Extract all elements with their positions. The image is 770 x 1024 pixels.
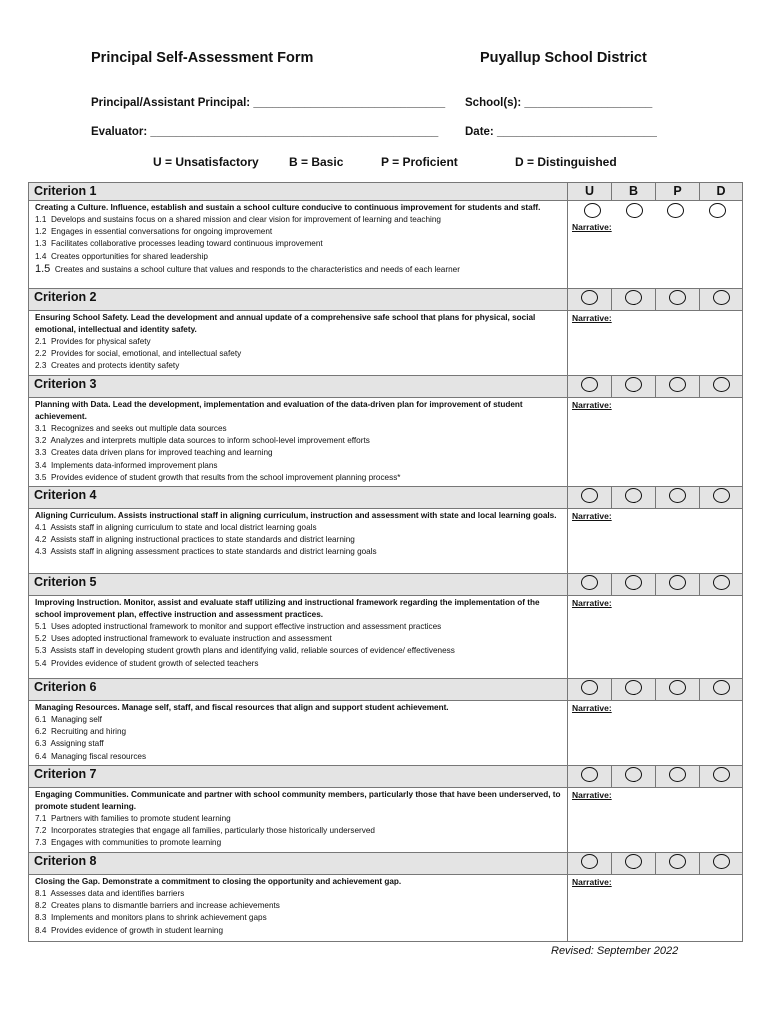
- narrative-label: Narrative:: [572, 790, 612, 800]
- rating-p-circle[interactable]: [669, 767, 686, 782]
- criterion-item: [35, 214, 563, 226]
- item-number: 3.3: [35, 448, 47, 458]
- criterion-description: [29, 788, 568, 853]
- criterion-item: [35, 336, 563, 348]
- narrative-field[interactable]: [568, 201, 743, 289]
- rating-d-circle[interactable]: [713, 290, 730, 305]
- criterion-body-row: [29, 398, 743, 487]
- rating-u-circle[interactable]: [584, 203, 601, 218]
- rating-u-circle[interactable]: [581, 767, 598, 782]
- item-number: 1.2: [35, 227, 47, 237]
- criterion-title: Criterion 1: [29, 183, 568, 201]
- item-text: Creates and sustains a school culture that values and responds to the characteristics and needs of each learner: [54, 264, 460, 274]
- item-number: 3.4: [35, 460, 47, 470]
- criterion-item: [35, 460, 563, 472]
- legend-unsatisfactory: U = Unsatisfactory: [153, 155, 259, 169]
- item-text: Assists staff in developing student growth plans and identifying valid, reliable sources of evidence/ effectiveness: [50, 646, 455, 656]
- rating-b-circle[interactable]: [625, 767, 642, 782]
- rating-circles-row: [572, 202, 738, 218]
- criterion-item: [35, 423, 563, 435]
- criterion-item: [35, 238, 563, 250]
- rating-b-circle[interactable]: [625, 488, 642, 503]
- item-number: 6.2: [35, 727, 47, 737]
- criteria-table: [28, 182, 743, 942]
- item-text: Recognizes and seeks out multiple data sources: [50, 424, 227, 433]
- criterion-item: [35, 888, 563, 900]
- rating-b-circle[interactable]: [625, 377, 642, 392]
- criterion-lead: Managing Resources. Manage self, staff, and fiscal resources that align and support student achievement.: [35, 703, 449, 712]
- rating-p-circle[interactable]: [669, 680, 686, 695]
- criterion-description: [29, 701, 568, 766]
- narrative-field[interactable]: [568, 509, 743, 574]
- item-number: 6.3: [35, 739, 47, 749]
- item-number: 8.3: [35, 913, 47, 923]
- criterion-header-row: [29, 853, 743, 875]
- item-number: 8.2: [35, 901, 47, 911]
- criterion-header-row: [29, 376, 743, 398]
- criterion-description: [29, 201, 568, 289]
- criterion-body-row: [29, 596, 743, 679]
- rating-b-circle[interactable]: [625, 680, 642, 695]
- criterion-lead: Ensuring School Safety. Lead the development and annual update of a comprehensive safe school that plans for physical, social emotional, intellectual and identity safety.: [35, 313, 536, 334]
- item-text: Assists staff in aligning assessment practices to state standards and district learning goals: [50, 547, 377, 557]
- criterion-item: [35, 263, 563, 276]
- rating-p-circle[interactable]: [669, 854, 686, 869]
- narrative-label: Narrative:: [572, 313, 612, 323]
- rating-d-circle[interactable]: [713, 854, 730, 869]
- item-text: Facilitates collaborative processes leading toward continuous improvement: [50, 239, 323, 249]
- item-number: 5.1: [35, 622, 47, 631]
- narrative-field[interactable]: [568, 596, 743, 679]
- narrative-field[interactable]: [568, 701, 743, 766]
- criterion-description: [29, 875, 568, 942]
- revised-date: Revised: September 2022: [551, 945, 679, 957]
- item-number: 6.1: [35, 715, 47, 724]
- rating-u-circle[interactable]: [581, 854, 598, 869]
- item-text: Implements data-informed improvement plans: [50, 460, 218, 470]
- rating-d-circle[interactable]: [713, 488, 730, 503]
- item-text: Provides evidence of student growth of selected teachers: [50, 658, 259, 668]
- item-number: 4.2: [35, 535, 47, 545]
- narrative-label: Narrative:: [572, 511, 612, 521]
- item-number: 8.4: [35, 925, 47, 935]
- item-number: 4.3: [35, 547, 47, 557]
- item-text: Engages with communities to promote learning: [50, 838, 222, 848]
- criterion-title: Criterion 7: [29, 766, 568, 788]
- criterion-item: [35, 348, 563, 360]
- criterion-body-row: [29, 875, 743, 942]
- criterion-item: [35, 645, 563, 657]
- criterion-item: [35, 900, 563, 912]
- item-text: Incorporates strategies that engage all families, particularly those historically underserved: [50, 826, 375, 836]
- item-text: Creates data driven plans for improved teaching and learning: [50, 448, 273, 458]
- column-header-d: D: [700, 183, 743, 201]
- criterion-body-row: [29, 788, 743, 853]
- criterion-item: [35, 633, 563, 645]
- item-text: Creates opportunities for shared leadership: [50, 251, 208, 261]
- criterion-item: [35, 813, 563, 825]
- rating-d-circle[interactable]: [713, 575, 730, 590]
- narrative-label: Narrative:: [572, 400, 612, 410]
- criterion-item: [35, 360, 563, 372]
- rating-b-circle[interactable]: [625, 290, 642, 305]
- criterion-title: Criterion 2: [29, 289, 568, 311]
- item-text: Engages in essential conversations for ongoing improvement: [50, 227, 273, 237]
- item-number: 2.2: [35, 349, 47, 359]
- rating-d-circle[interactable]: [713, 377, 730, 392]
- criterion-lead: Closing the Gap. Demonstrate a commitment to closing the opportunity and achievement gap.: [35, 877, 402, 886]
- item-number: 1.1: [35, 215, 47, 224]
- item-number: 3.2: [35, 436, 47, 446]
- item-text: Assigning staff: [50, 739, 104, 749]
- criterion-title: Criterion 4: [29, 487, 568, 509]
- criterion-item: [35, 472, 563, 484]
- item-text: Partners with families to promote student learning: [50, 814, 231, 823]
- criterion-item: [35, 534, 563, 546]
- item-number: 3.5: [35, 472, 47, 482]
- criterion-item: [35, 447, 563, 459]
- rating-u-circle[interactable]: [581, 680, 598, 695]
- criterion-lead: Aligning Curriculum. Assists instructional staff in aligning curriculum, instruction and assessment with state and local learning goals.: [35, 511, 557, 520]
- narrative-label: Narrative:: [572, 877, 612, 887]
- item-text: Assists staff in aligning curriculum to state and local district learning goals: [50, 523, 317, 532]
- criterion-lead: Engaging Communities. Communicate and partner with school community members, particularly those that have been underserved, to promote student learning.: [35, 790, 561, 811]
- legend-proficient: P = Proficient: [381, 155, 458, 169]
- schools-field[interactable]: School(s): ____________________: [465, 97, 653, 109]
- criterion-item: [35, 658, 563, 670]
- criterion-lead: Planning with Data. Lead the development, implementation and evaluation of the data-driven plan for improvement of student achievement.: [35, 400, 523, 421]
- criterion-item: [35, 837, 563, 849]
- item-number: 5.4: [35, 658, 47, 668]
- criterion-title: Criterion 3: [29, 376, 568, 398]
- narrative-field[interactable]: [568, 875, 743, 942]
- criterion-header-row: [29, 574, 743, 596]
- form-title: Principal Self-Assessment Form: [91, 50, 314, 66]
- item-text: Uses adopted instructional framework to evaluate instruction and assessment: [50, 634, 332, 644]
- item-number: 7.2: [35, 826, 47, 836]
- criterion-lead: Improving Instruction. Monitor, assist and evaluate staff utilizing and instructional framework regarding the implementation of the school improvement plan, effective instruction and assessment practices.: [35, 598, 540, 619]
- criterion-body-row: [29, 311, 743, 376]
- item-number: 2.1: [35, 337, 47, 346]
- item-text: Assists staff in aligning instructional practices to state standards and district learning: [50, 535, 355, 545]
- rating-b-circle[interactable]: [626, 203, 643, 218]
- item-number: 1.3: [35, 239, 47, 249]
- item-text: Provides for social, emotional, and intellectual safety: [50, 349, 242, 359]
- narrative-label: Narrative:: [572, 222, 612, 232]
- item-number: 7.1: [35, 814, 47, 823]
- item-number: 5.2: [35, 634, 47, 644]
- item-text: Implements and monitors plans to shrink achievement gaps: [50, 913, 267, 923]
- criterion-header-row: [29, 183, 743, 201]
- criterion-item: [35, 251, 563, 263]
- item-text: Creates and protects identity safety: [50, 361, 180, 371]
- rating-d-circle[interactable]: [713, 680, 730, 695]
- item-text: Uses adopted instructional framework to monitor and support effective instruction and assessment practices: [50, 622, 442, 631]
- item-number: 5.3: [35, 646, 47, 656]
- criterion-item: [35, 522, 563, 534]
- criterion-item: [35, 738, 563, 750]
- date-field[interactable]: Date: _________________________: [465, 126, 657, 138]
- narrative-field[interactable]: [568, 788, 743, 853]
- narrative-label: Narrative:: [572, 703, 612, 713]
- principal-field[interactable]: Principal/Assistant Principal: ______________________________: [91, 97, 446, 109]
- item-number: 3.1: [35, 424, 47, 433]
- column-header-p: P: [656, 183, 700, 201]
- item-number: 1.5: [35, 262, 51, 275]
- criterion-item: [35, 726, 563, 738]
- rating-d-circle[interactable]: [713, 767, 730, 782]
- item-text: Recruiting and hiring: [50, 727, 127, 737]
- item-text: Develops and sustains focus on a shared mission and clear vision for improvement of learning and teaching: [50, 215, 441, 224]
- criterion-item: [35, 751, 563, 763]
- rating-p-circle[interactable]: [667, 203, 684, 218]
- item-text: Managing self: [50, 715, 102, 724]
- item-text: Provides for physical safety: [50, 337, 151, 346]
- criterion-title: Criterion 5: [29, 574, 568, 596]
- item-text: Creates plans to dismantle barriers and increase achievements: [50, 901, 280, 911]
- criterion-title: Criterion 6: [29, 679, 568, 701]
- column-header-u: U: [568, 183, 612, 201]
- rating-p-circle[interactable]: [669, 575, 686, 590]
- item-text: Analyzes and interprets multiple data sources to inform school-level improvement efforts: [50, 436, 370, 446]
- criterion-item: [35, 925, 563, 937]
- narrative-label: Narrative:: [572, 598, 612, 608]
- item-text: Managing fiscal resources: [50, 751, 147, 761]
- criterion-description: [29, 398, 568, 487]
- item-number: 6.4: [35, 751, 47, 761]
- item-number: 1.4: [35, 251, 47, 261]
- rating-u-circle[interactable]: [581, 488, 598, 503]
- item-text: Provides evidence of student growth that results from the school improvement planning process*: [50, 472, 401, 482]
- criterion-body-row: [29, 201, 743, 289]
- criterion-item: [35, 226, 563, 238]
- legend-basic: B = Basic: [289, 155, 344, 169]
- item-text: Assesses data and identifies barriers: [50, 889, 185, 898]
- narrative-field[interactable]: [568, 398, 743, 487]
- criterion-title: Criterion 8: [29, 853, 568, 875]
- criterion-header-row: [29, 679, 743, 701]
- criterion-item: [35, 714, 563, 726]
- rating-b-circle[interactable]: [625, 575, 642, 590]
- item-text: Provides evidence of growth in student learning: [50, 925, 223, 935]
- item-number: 7.3: [35, 838, 47, 848]
- rating-b-circle[interactable]: [625, 854, 642, 869]
- rating-u-circle[interactable]: [581, 290, 598, 305]
- narrative-field[interactable]: [568, 311, 743, 376]
- rating-u-circle[interactable]: [581, 377, 598, 392]
- item-number: 2.3: [35, 361, 47, 371]
- criterion-item: [35, 621, 563, 633]
- criterion-description: [29, 596, 568, 679]
- evaluator-field[interactable]: Evaluator: _____________________________________________: [91, 126, 439, 138]
- criterion-item: [35, 912, 563, 924]
- column-header-b: B: [612, 183, 656, 201]
- item-number: 4.1: [35, 523, 47, 532]
- criterion-body-row: [29, 509, 743, 574]
- criterion-lead: Creating a Culture. Influence, establish and sustain a school culture conducive to continuous improvement for students and staff.: [35, 203, 541, 212]
- criterion-item: [35, 546, 563, 558]
- rating-p-circle[interactable]: [669, 488, 686, 503]
- criterion-item: [35, 435, 563, 447]
- rating-d-circle[interactable]: [709, 203, 726, 218]
- criterion-header-row: [29, 487, 743, 509]
- legend-distinguished: D = Distinguished: [515, 155, 617, 169]
- criterion-header-row: [29, 289, 743, 311]
- criterion-description: [29, 509, 568, 574]
- rating-p-circle[interactable]: [669, 290, 686, 305]
- criterion-header-row: [29, 766, 743, 788]
- criterion-body-row: [29, 701, 743, 766]
- rating-u-circle[interactable]: [581, 575, 598, 590]
- district-name: Puyallup School District: [480, 50, 647, 66]
- criterion-description: [29, 311, 568, 376]
- item-number: 8.1: [35, 889, 47, 898]
- rating-p-circle[interactable]: [669, 377, 686, 392]
- criterion-item: [35, 825, 563, 837]
